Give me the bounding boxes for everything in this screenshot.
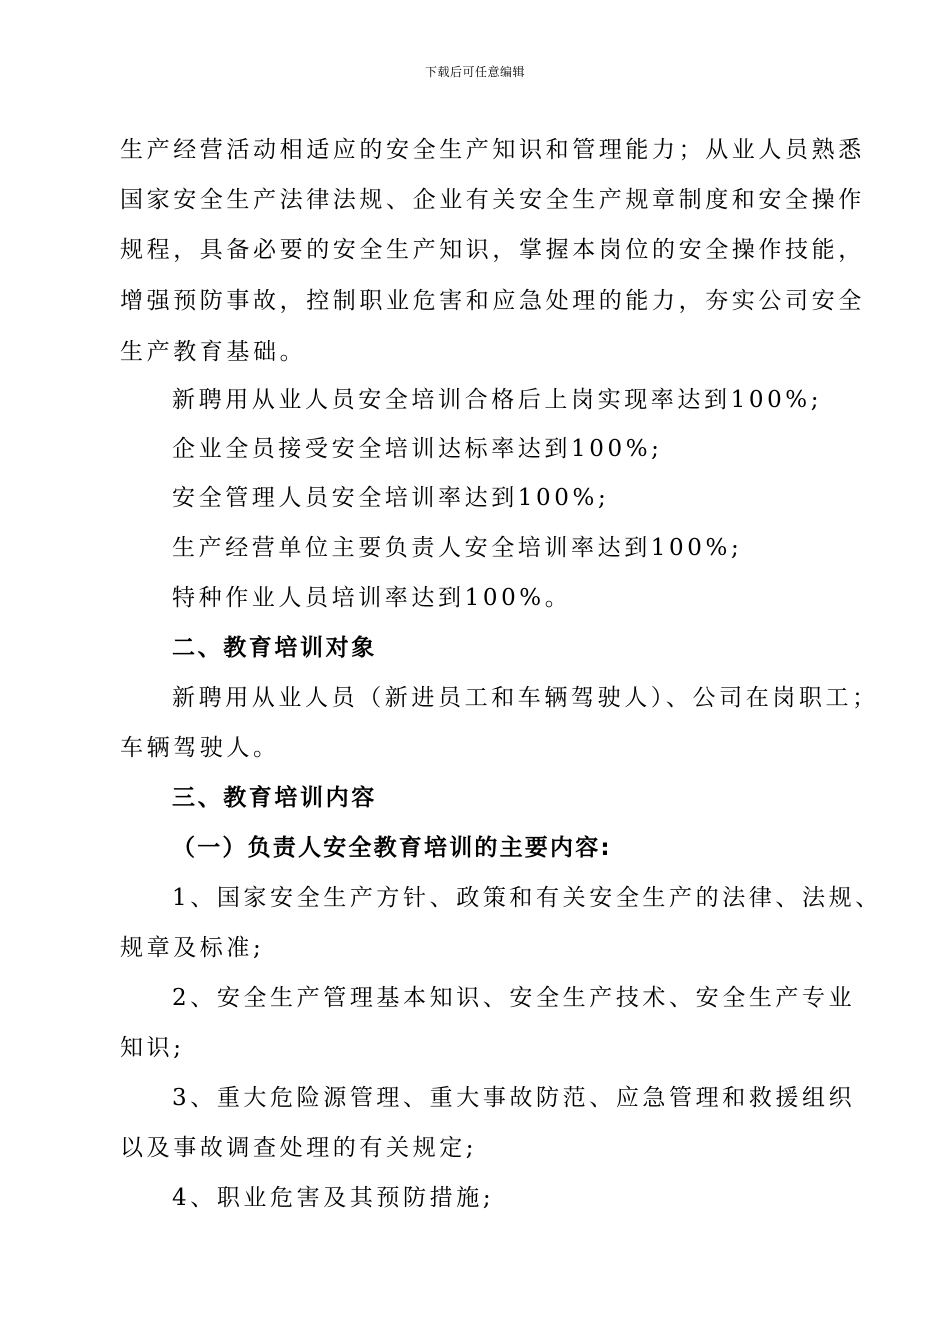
target-item: 生产经营单位主要负责人安全培训率达到100%; [172,535,743,561]
sub-heading: （一）负责人安全教育培训的主要内容: [172,835,612,861]
list-item-line: 规章及标准; [120,935,265,961]
page-header: 下载后可任意编辑 [424,65,525,79]
section-line: 新聘用从业人员（新进员工和车辆驾驶人）、公司在岗职工； [172,685,879,711]
section-heading: 二、教育培训对象 [172,635,377,661]
paragraph-line: 增强预防事故，控制职业危害和应急处理的能力，夯实公司安全 [120,288,865,314]
target-item: 特种作业人员培训率达到100%。 [172,585,572,611]
target-item: 新聘用从业人员安全培训合格后上岗实现率达到100%; [172,387,823,413]
list-item-line: 1、国家安全生产方针、政策和有关安全生产的法律、法规、 [172,885,882,911]
paragraph-line: 生产经营活动相适应的安全生产知识和管理能力；从业人员熟悉 [120,137,865,163]
target-item: 安全管理人员安全培训率达到100%; [172,485,610,511]
target-item: 企业全员接受安全培训达标率达到100%; [172,436,663,462]
section-heading: 三、教育培训内容 [172,785,377,811]
list-item-line: 4、职业危害及其预防措施; [172,1185,495,1211]
paragraph-line: 国家安全生产法律法规、企业有关安全生产规章制度和安全操作 [120,187,865,213]
section-line: 车辆驾驶人。 [120,735,280,761]
list-item-line: 知识; [120,1035,185,1061]
paragraph-line: 规程，具备必要的安全生产知识，掌握本岗位的安全操作技能， [120,237,865,263]
list-item-line: 以及事故调查处理的有关规定; [120,1135,478,1161]
paragraph-line: 生产教育基础。 [120,339,307,365]
list-item-line: 2、安全生产管理基本知识、安全生产技术、安全生产专业 [172,985,856,1011]
list-item-line: 3、重大危险源管理、重大事故防范、应急管理和救援组织 [172,1085,856,1111]
